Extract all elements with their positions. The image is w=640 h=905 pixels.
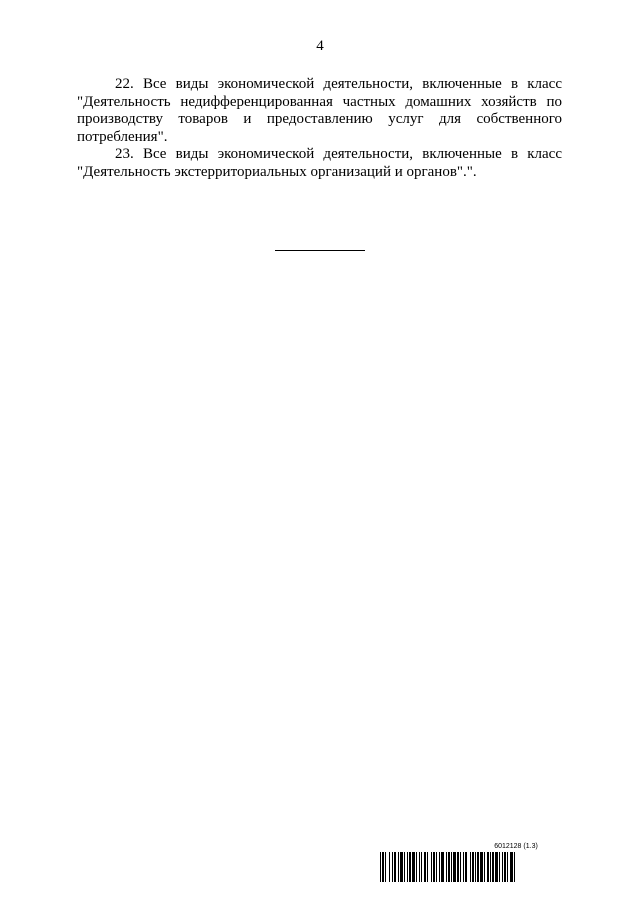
paragraph-23: 23. Все виды экономической деятельности, включенные в класс "Деятельность экстерриториальных организаций и органов".". — [77, 146, 562, 180]
closing-separator-line — [275, 250, 365, 251]
barcode-code-label: 6012128 (1.3) — [494, 843, 538, 850]
document-barcode-block — [380, 843, 592, 882]
page-number: 4 — [316, 38, 324, 54]
paragraph-22: 22. Все виды экономической деятельности, включенные в класс "Деятельность недифференцированная частных домашних хозяйств по производству товаров и предоставлению услуг для собственного потребления". — [77, 76, 562, 145]
document-body — [77, 76, 562, 181]
barcode-icon — [380, 852, 592, 882]
